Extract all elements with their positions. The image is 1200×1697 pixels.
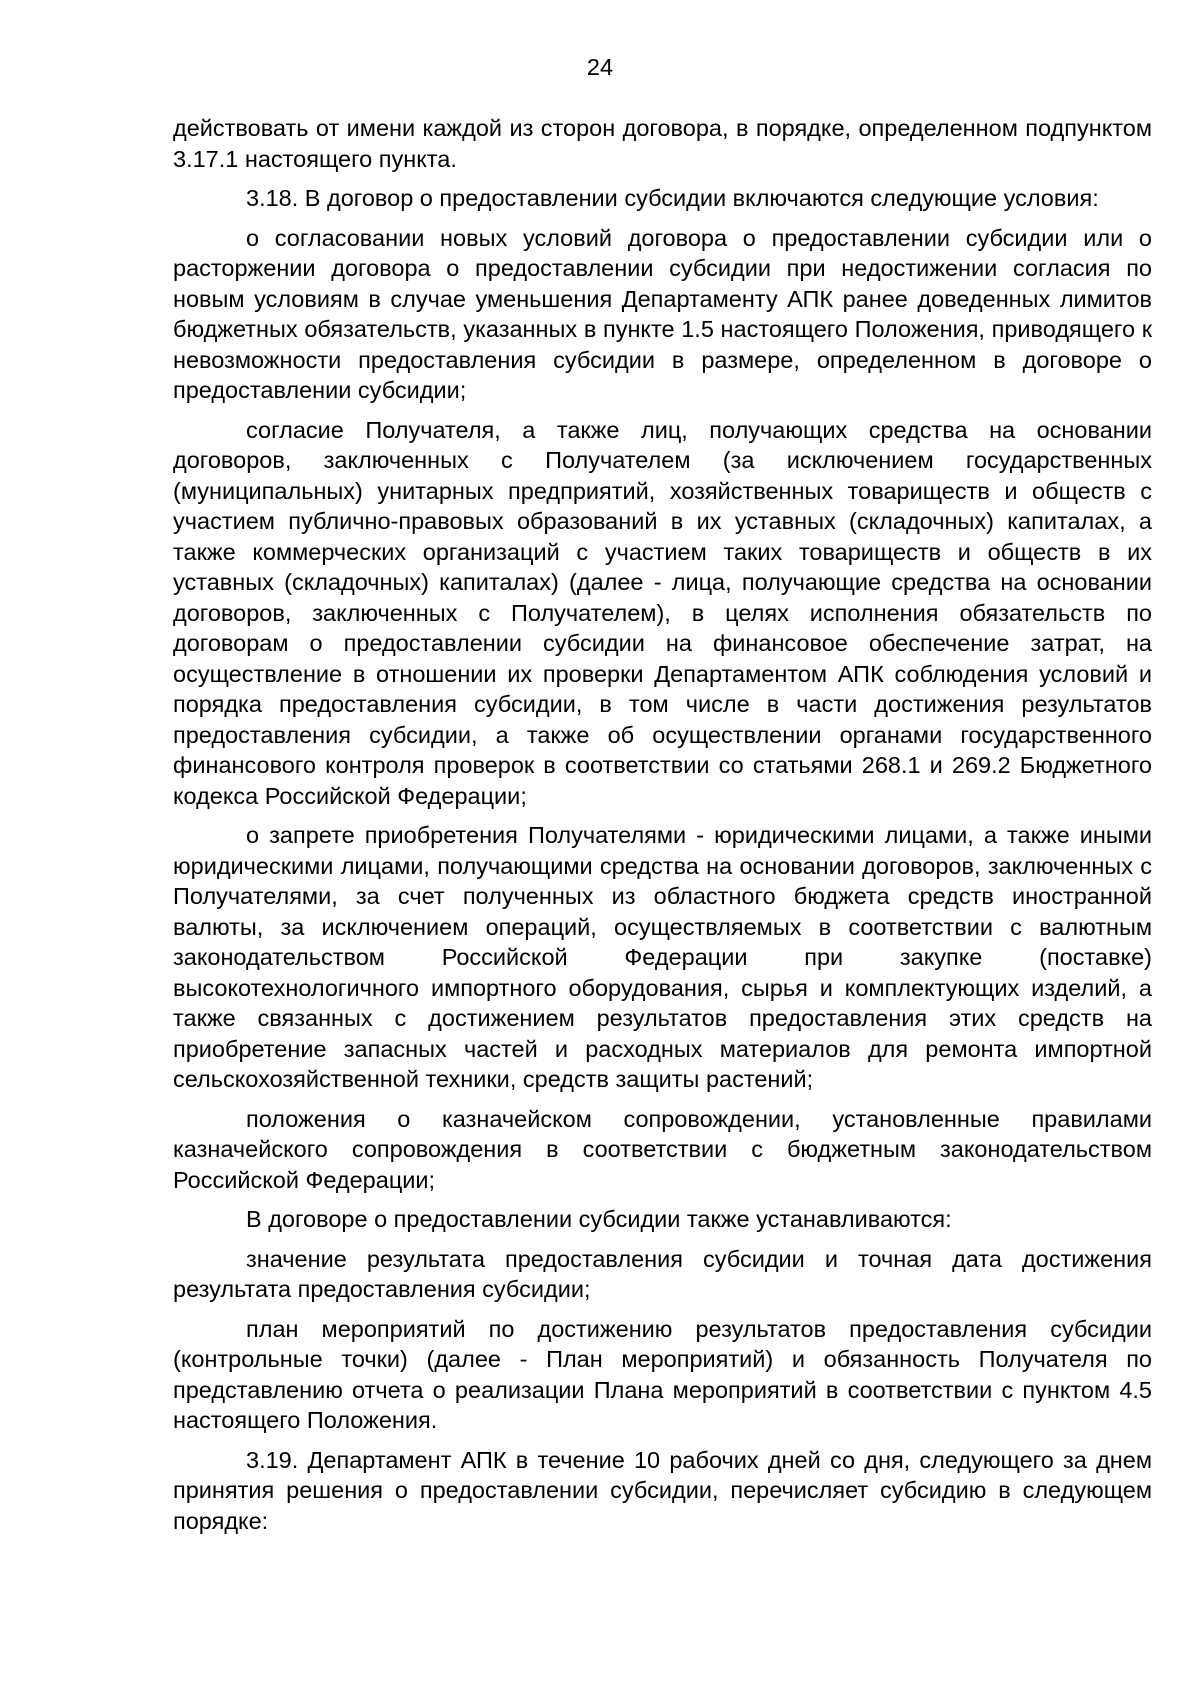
paragraph-condition-treasury-support: положения о казначейском сопровождении, установленные правилами казначейского сопровождения в соответствии с бюджетным законодательством Российской Федерации; [173, 1105, 1152, 1193]
page-number: 24 [586, 54, 614, 80]
paragraph-condition-recipient-consent: согласие Получателя, а также лиц, получающих средства на основании договоров, заключенных с Получателем (за исключением государственных (муниципальных) унитарных предприятий, хозяйственных товариществ и обществ с участием публично-правовых образований в их уставных (складочных) капиталах, а также коммерческих организаций с участием таких товариществ и обществ в их уставных (складочных) капиталах) (далее - лица, получающие средства на основании договоров, заключенных с Получателем), в целях исполнения обязательств по договорам о предоставлении субсидии на финансовое обеспечение затрат, на осуществление в отношении их проверки Департаментом АПК соблюдения условий и порядка предоставления субсидии, в том числе в части достижения результатов предоставления субсидии, а также об осуществлении органами государственного финансового контроля проверок в соответствии со статьями 268.1 и 269.2 Бюджетного кодекса Российской Федерации; [173, 416, 1152, 809]
paragraph-result-value: значение результата предоставления субсидии и точная дата достижения результата предоставления субсидии; [173, 1245, 1152, 1302]
paragraph-condition-agreement-change: о согласовании новых условий договора о предоставлении субсидии или о расторжении договора о предоставлении субсидии при недостижении согласия по новым условиям в случае уменьшения Департаменту АПК ранее доведенных лимитов бюджетных обязательств, указанных в пункте 1.5 настоящего Положения, приводящего к невозможности предоставления субсидии в размере, определенном в договоре о предоставлении субсидии; [173, 224, 1152, 403]
document-body [173, 113, 1152, 1545]
paragraph-3-19: 3.19. Департамент АПК в течение 10 рабочих дней со дня, следующего за днем принятия решения о предоставлении субсидии, перечисляет субсидию в следующем порядке: [173, 1446, 1152, 1534]
paragraph-continuation: действовать от имени каждой из сторон договора, в порядке, определенном подпунктом 3.17.1 настоящего пункта. [173, 115, 1152, 172]
paragraph-action-plan: план мероприятий по достижению результатов предоставления субсидии (контрольные точки) (далее - План мероприятий) и обязанность Получателя по представлению отчета о реализации Плана мероприятий в соответствии с пунктом 4.5 настоящего Положения. [173, 1315, 1152, 1433]
paragraph-condition-currency-ban: о запрете приобретения Получателями - юридическими лицами, а также иными юридическими лицами, получающими средства на основании договоров, заключенных с Получателями, за счет полученных из областного бюджета средств иностранной валюты, за исключением операций, осуществляемых в соответствии с валютным законодательством Российской Федерации при закупке (поставке) высокотехнологичного импортного оборудования, сырья и комплектующих изделий, а также связанных с достижением результатов предоставления этих средств на приобретение запасных частей и расходных материалов для ремонта импортной сельскохозяйственной техники, средств защиты растений; [173, 822, 1152, 1092]
paragraph-3-18: 3.18. В договор о предоставлении субсидии включаются следующие условия: [246, 185, 1099, 211]
paragraph-also-established: В договоре о предоставлении субсидии также устанавливаются: [246, 1206, 952, 1232]
